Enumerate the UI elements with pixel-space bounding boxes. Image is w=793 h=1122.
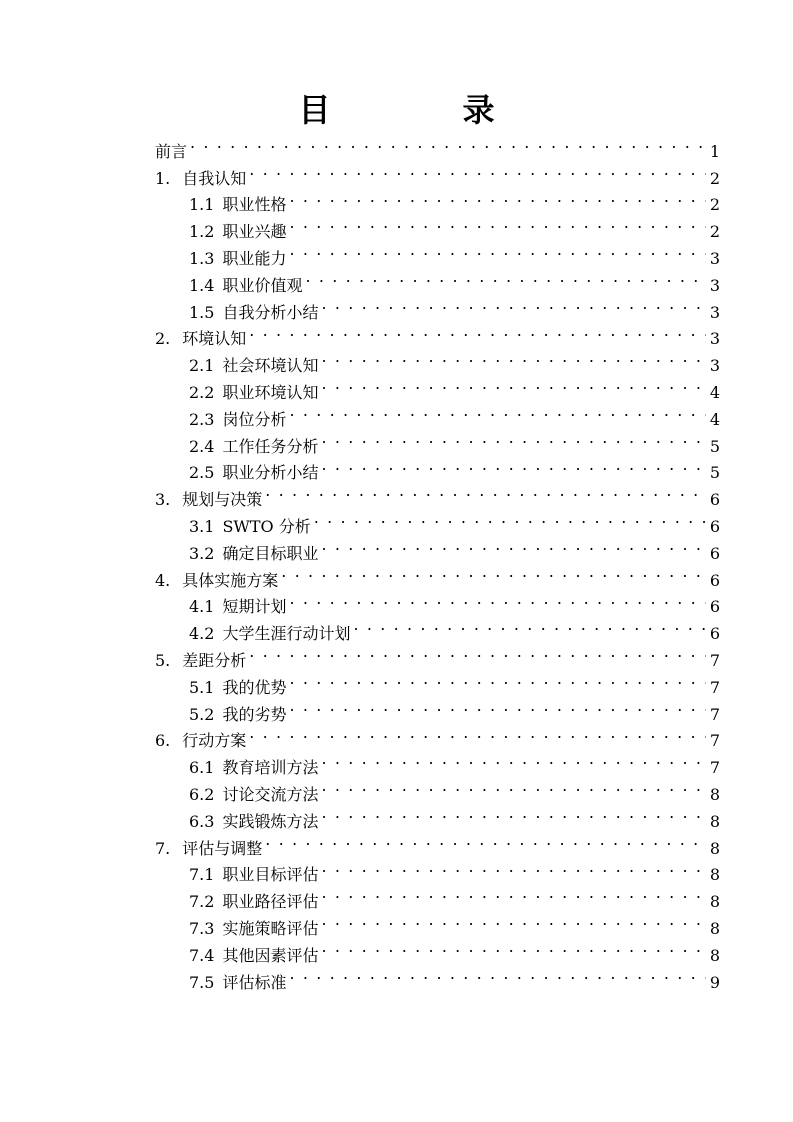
toc-entry-title: 大学生涯行动计划 bbox=[222, 624, 351, 644]
toc-entry-title: 评估标准 bbox=[222, 972, 287, 992]
toc-dot-leader bbox=[321, 532, 705, 559]
toc-dot-leader bbox=[289, 237, 705, 264]
toc-dot-leader bbox=[265, 827, 706, 854]
toc-entry-title: 工作任务分析 bbox=[222, 436, 319, 456]
toc-entry-title: 行动方案 bbox=[182, 731, 247, 751]
toc-entry-title: 讨论交流方法 bbox=[222, 784, 319, 804]
toc-entry-title: 职业能力 bbox=[222, 248, 287, 268]
toc-entry-number: 7. bbox=[155, 838, 171, 858]
toc-entry-page-number: 6 bbox=[709, 543, 720, 563]
toc-entry-page-number: 2 bbox=[709, 168, 720, 188]
toc-entry-number: 4. bbox=[155, 570, 171, 590]
toc-entry-page-number: 2 bbox=[709, 195, 720, 215]
toc-entry-page-number: 7 bbox=[709, 650, 720, 670]
toc-entry-page-number: 8 bbox=[709, 892, 720, 912]
toc-entry-page-number: 8 bbox=[709, 838, 720, 858]
toc-entry-title: 实践锻炼方法 bbox=[222, 811, 319, 831]
toc-entry-number: 5.1 bbox=[189, 677, 215, 697]
toc-entry-title: 职业路径评估 bbox=[222, 892, 319, 912]
toc-dot-leader bbox=[289, 586, 705, 613]
toc-dot-leader bbox=[249, 720, 706, 747]
toc-entry-page-number: 3 bbox=[709, 356, 720, 376]
toc-entry-page-number: 8 bbox=[709, 865, 720, 885]
toc-dot-leader bbox=[249, 318, 706, 345]
toc-entry-title: 短期计划 bbox=[222, 597, 287, 617]
toc-entry-page-number: 8 bbox=[709, 945, 720, 965]
toc-entry-number: 3.1 bbox=[189, 516, 215, 536]
toc-entry-page-number: 7 bbox=[709, 677, 720, 697]
toc-entry-title: 岗位分析 bbox=[222, 409, 287, 429]
page-title: 目 录 bbox=[298, 91, 545, 129]
toc-entry-title: 职业兴趣 bbox=[222, 222, 287, 242]
toc-entry-number: 7.4 bbox=[189, 945, 215, 965]
toc-entry-number: 2.2 bbox=[189, 382, 215, 402]
toc-entry-number: 6.2 bbox=[189, 784, 215, 804]
toc-entry-number: 1.5 bbox=[189, 302, 215, 322]
toc-entry-title: 实施策略评估 bbox=[222, 918, 319, 938]
toc-entry-page-number: 6 bbox=[709, 516, 720, 536]
toc-dot-leader bbox=[353, 612, 705, 639]
toc-dot-leader bbox=[321, 291, 705, 318]
toc-entry-page-number: 5 bbox=[709, 463, 720, 483]
toc-entry-page-number: 7 bbox=[709, 758, 720, 778]
toc-dot-leader bbox=[289, 398, 705, 425]
toc-entry-title: 我的劣势 bbox=[222, 704, 287, 724]
toc-entry-page-number: 3 bbox=[709, 329, 720, 349]
toc-entry-title: 教育培训方法 bbox=[222, 758, 319, 778]
toc-entry-number: 1. bbox=[155, 168, 171, 188]
toc-entry-page-number: 1 bbox=[709, 141, 720, 161]
toc-dot-leader bbox=[281, 559, 706, 586]
toc-entry-title: 社会环境认知 bbox=[222, 356, 319, 376]
toc-entry-number: 2. bbox=[155, 329, 171, 349]
toc-dot-leader bbox=[289, 210, 705, 237]
toc-dot-leader bbox=[289, 666, 705, 693]
toc-entry-number: 3. bbox=[155, 490, 171, 510]
toc-entry-number: 7.5 bbox=[189, 972, 215, 992]
toc-entry-page-number: 3 bbox=[709, 275, 720, 295]
toc-entry-page-number: 8 bbox=[709, 784, 720, 804]
toc-entry-number: 1.3 bbox=[189, 248, 215, 268]
toc-entry-number: 3.2 bbox=[189, 543, 215, 563]
toc-entry-title: 自我认知 bbox=[182, 168, 247, 188]
toc-entry-page-number: 6 bbox=[709, 570, 720, 590]
toc-dot-leader bbox=[321, 880, 705, 907]
toc-entry-page-number: 6 bbox=[709, 490, 720, 510]
toc-entry-number: 2.1 bbox=[189, 356, 215, 376]
toc-entry-number: 5. bbox=[155, 650, 171, 670]
toc-entry-number: 2.3 bbox=[189, 409, 215, 429]
toc-entry-number: 6. bbox=[155, 731, 171, 751]
toc-dot-leader bbox=[321, 773, 705, 800]
toc-entry-page-number: 4 bbox=[709, 409, 720, 429]
toc-entry-number: 1.1 bbox=[189, 195, 215, 215]
toc-dot-leader bbox=[305, 264, 705, 291]
toc-entry-number: 6.1 bbox=[189, 758, 215, 778]
toc-dot-leader bbox=[321, 746, 705, 773]
toc-entry-title: 职业环境认知 bbox=[222, 382, 319, 402]
toc-entry-page-number: 5 bbox=[709, 436, 720, 456]
toc-entry-number: 4.2 bbox=[189, 624, 215, 644]
toc-entry-number: 1.2 bbox=[189, 222, 215, 242]
toc-entry-title: 自我分析小结 bbox=[222, 302, 319, 322]
toc-entry-number: 6.3 bbox=[189, 811, 215, 831]
toc-dot-leader bbox=[321, 371, 705, 398]
toc-entry[interactable] bbox=[155, 130, 720, 161]
toc-entry-title: 我的优势 bbox=[222, 677, 287, 697]
toc-entry-title: 职业目标评估 bbox=[222, 865, 319, 885]
toc-entry-title: 评估与调整 bbox=[182, 838, 263, 858]
table-of-contents bbox=[155, 130, 720, 992]
toc-entry-number: 7.2 bbox=[189, 892, 215, 912]
toc-entry-page-number: 9 bbox=[709, 972, 720, 992]
toc-entry-page-number: 7 bbox=[709, 731, 720, 751]
toc-entry-title: 差距分析 bbox=[182, 650, 247, 670]
toc-dot-leader bbox=[190, 130, 706, 157]
toc-entry-number: 2.4 bbox=[189, 436, 215, 456]
toc-dot-leader bbox=[321, 907, 705, 934]
toc-entry-page-number: 8 bbox=[709, 811, 720, 831]
toc-dot-leader bbox=[249, 157, 706, 184]
toc-entry[interactable] bbox=[155, 157, 720, 188]
toc-entry-number: 5.2 bbox=[189, 704, 215, 724]
toc-dot-leader bbox=[321, 854, 705, 881]
toc-dot-leader bbox=[289, 693, 705, 720]
toc-entry-number: 4.1 bbox=[189, 597, 215, 617]
toc-entry-number: 7.3 bbox=[189, 918, 215, 938]
toc-entry-page-number: 3 bbox=[709, 302, 720, 322]
toc-entry-page-number: 6 bbox=[709, 597, 720, 617]
toc-dot-leader bbox=[265, 478, 706, 505]
toc-entry-title: 职业分析小结 bbox=[222, 463, 319, 483]
toc-dot-leader bbox=[289, 184, 705, 211]
toc-entry-page-number: 7 bbox=[709, 704, 720, 724]
toc-entry-page-number: 2 bbox=[709, 222, 720, 242]
toc-entry-title: 职业性格 bbox=[222, 195, 287, 215]
toc-dot-leader bbox=[321, 452, 705, 479]
toc-entry-title: 环境认知 bbox=[182, 329, 247, 349]
toc-entry-page-number: 8 bbox=[709, 918, 720, 938]
toc-dot-leader bbox=[321, 425, 705, 452]
toc-entry-title: 确定目标职业 bbox=[222, 543, 319, 563]
toc-entry-number: 2.5 bbox=[189, 463, 215, 483]
toc-entry-number: 1.4 bbox=[189, 275, 215, 295]
toc-entry-title: 职业价值观 bbox=[222, 275, 303, 295]
toc-dot-leader bbox=[321, 344, 705, 371]
toc-entry-page-number: 6 bbox=[709, 624, 720, 644]
toc-entry-title: 具体实施方案 bbox=[182, 570, 279, 590]
toc-dot-leader bbox=[321, 934, 705, 961]
toc-entry-title: 其他因素评估 bbox=[222, 945, 319, 965]
toc-entry-title: 前言 bbox=[155, 141, 188, 161]
toc-entry-title: SWTO 分析 bbox=[222, 516, 311, 536]
toc-entry-number: 7.1 bbox=[189, 865, 215, 885]
toc-dot-leader bbox=[289, 961, 705, 988]
toc-entry-title: 规划与决策 bbox=[182, 490, 263, 510]
toc-entry-page-number: 3 bbox=[709, 248, 720, 268]
toc-dot-leader bbox=[249, 639, 706, 666]
toc-dot-leader bbox=[314, 505, 706, 532]
toc-dot-leader bbox=[321, 800, 705, 827]
toc-entry-page-number: 4 bbox=[709, 382, 720, 402]
